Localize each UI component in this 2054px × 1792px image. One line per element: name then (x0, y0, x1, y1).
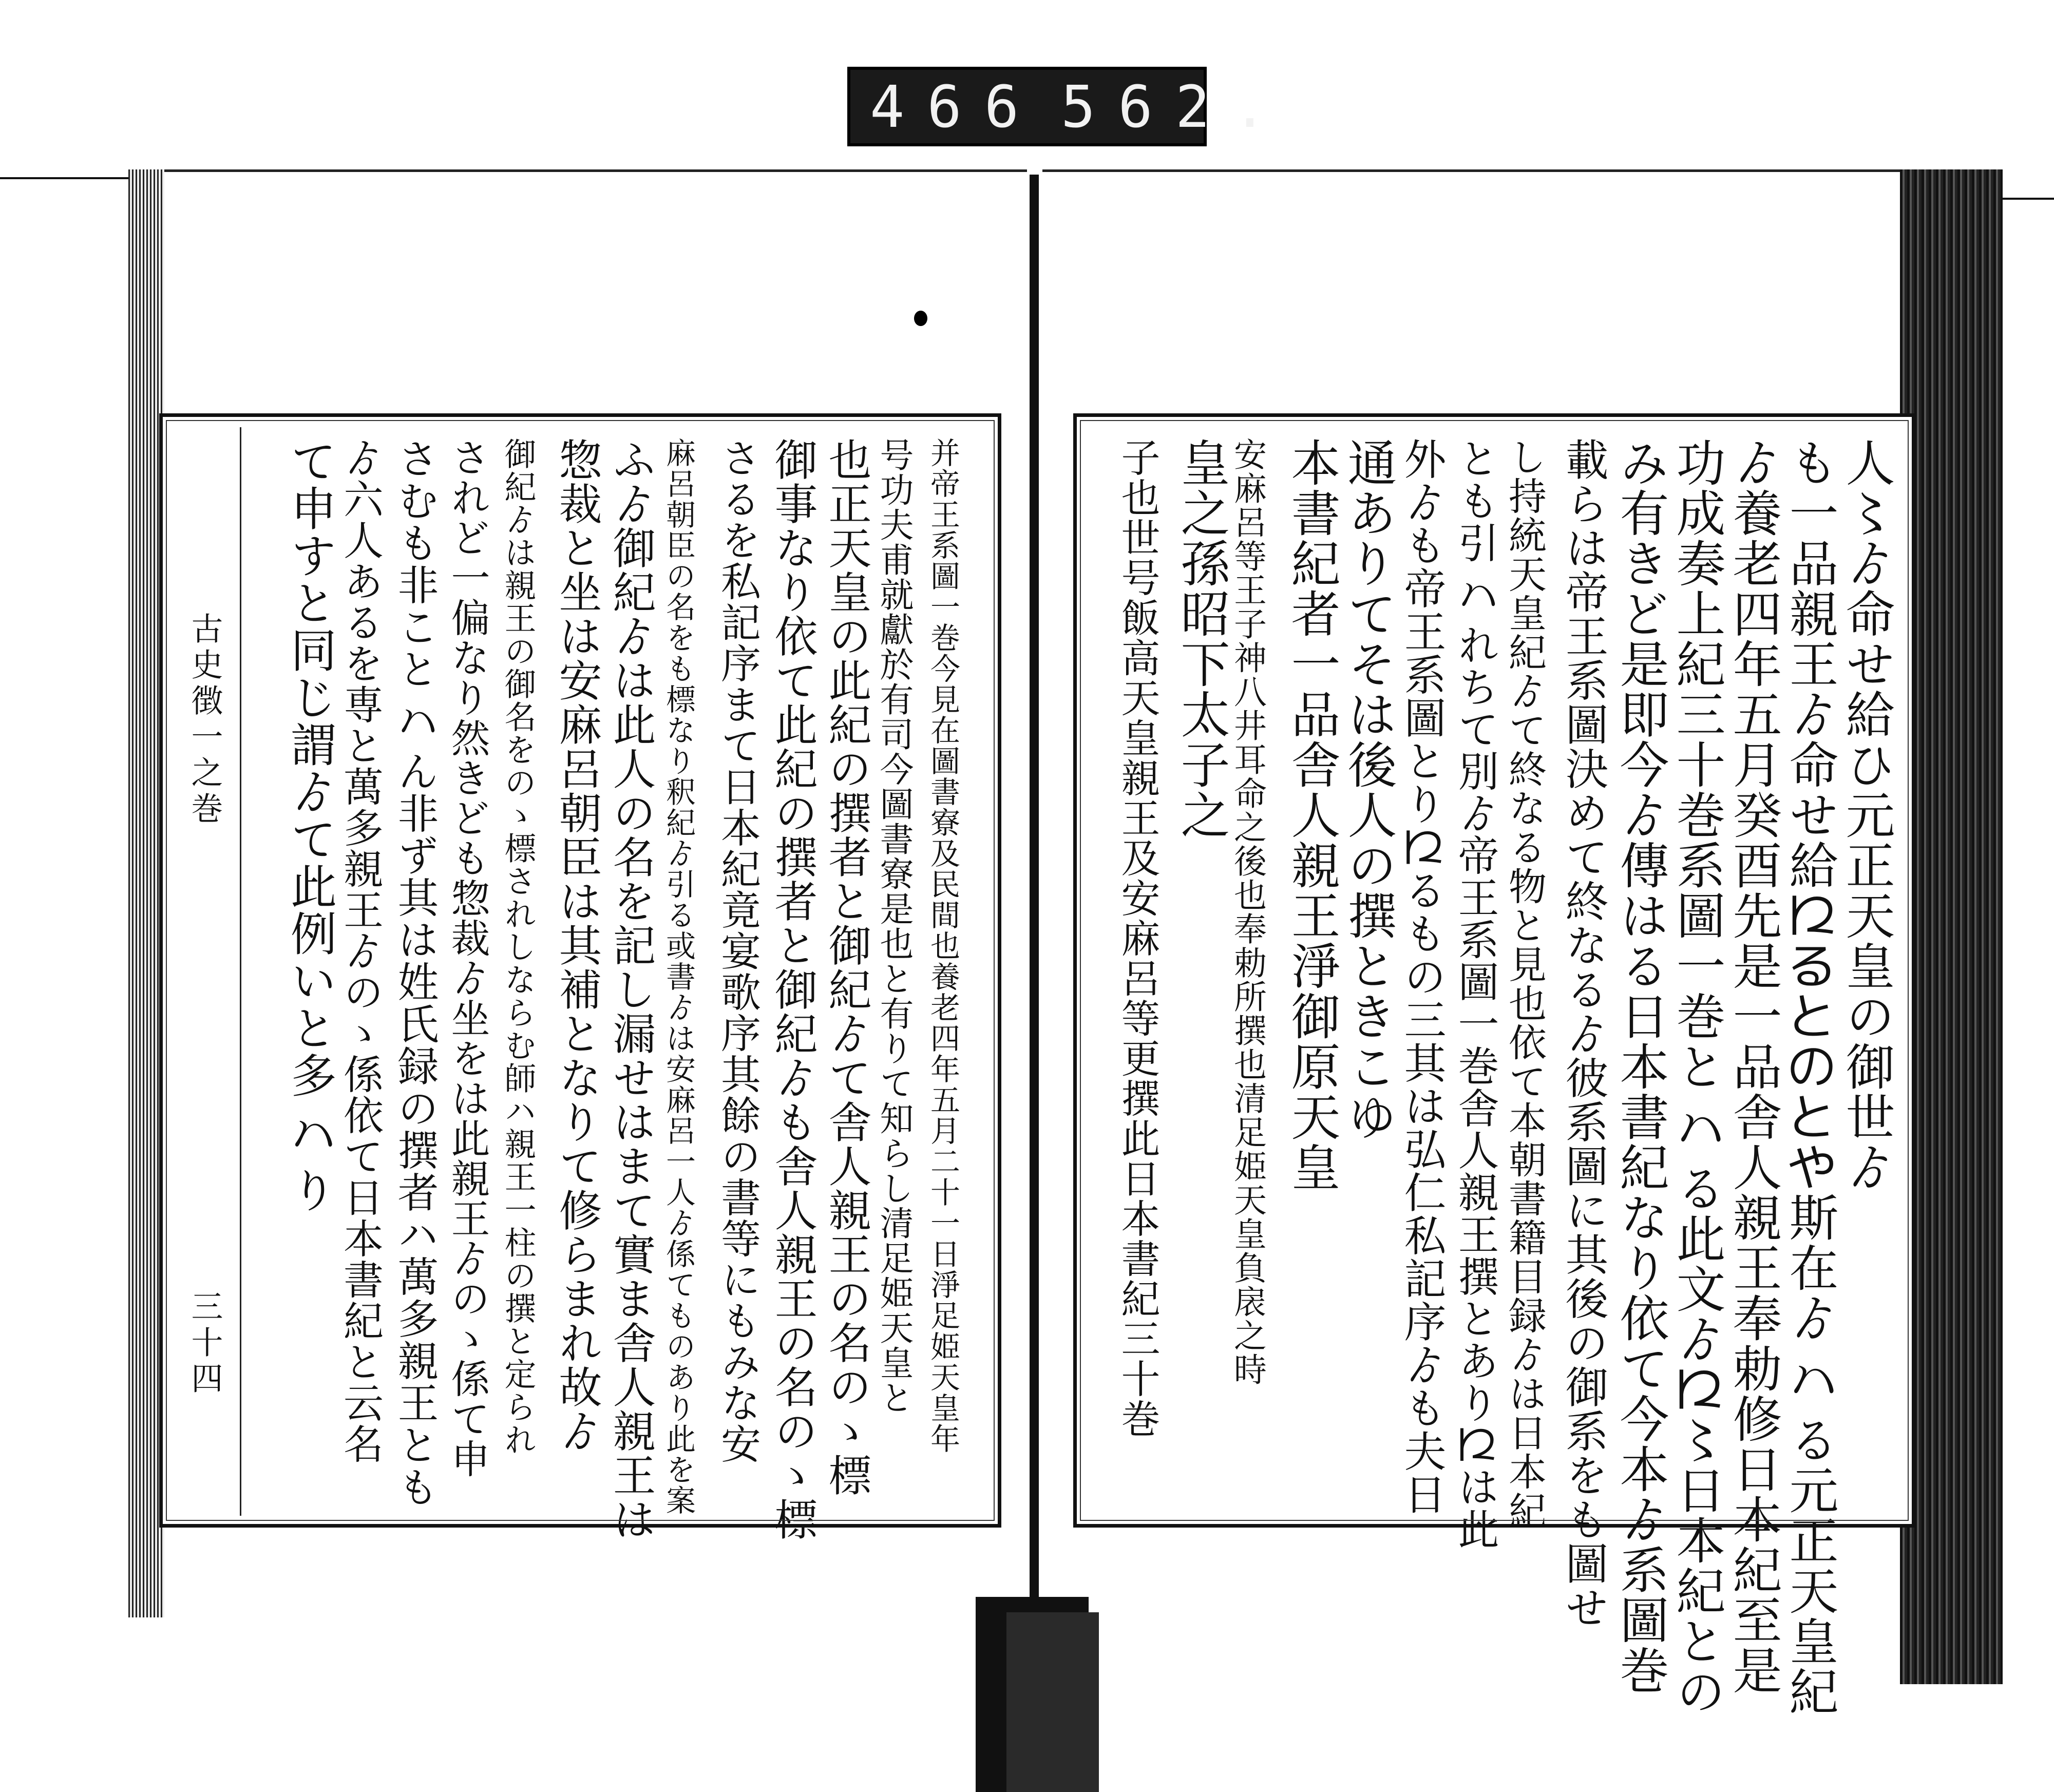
text-column: されど一偏なり然きども惣裁ゟ坐をは此親王ゟのゝ係て申 (445, 437, 490, 1479)
text-column: 皇之孫昭下太子之 (1173, 437, 1230, 840)
text-column: ふゟ御紀ゟは此人の名を記し漏せはまて實ま舎人親王は (606, 437, 656, 1541)
text-column: とも引𛂞れちて別ゟ帝王系圖一巻舎人親王撰とあり𛀁は此 (1451, 437, 1499, 1550)
text-frame-right (1073, 413, 1915, 1717)
text-column: 通ありてそは後人の撰ときこゆ (1340, 437, 1397, 1142)
scan-edge-line-left (0, 177, 134, 179)
text-column: 外ゟも帝王系圖とり𛀁るもの三其は弘仁私記序ゟも夫日 (1397, 437, 1446, 1516)
text-column: 子也世号飯高天皇親王及安麻呂等更撰此日本書紀三十巻 (1115, 437, 1161, 1439)
text-column: し持統天皇紀ゟて終なる物と見也依て本朝書籍目録ゟは日本紀 (1503, 437, 1547, 1530)
footer-rule (240, 427, 241, 1516)
archive-number-left: 466 (870, 74, 1042, 141)
text-column: 安麻呂等王子神八井耳命之後也奉勅所撰也清足姫天皇負扆之時 (1228, 437, 1266, 1386)
text-column: 御紀ゟは親王の御名をのゝ標されしならむ師ハ親王一柱の撰と定られ (499, 437, 537, 1456)
archive-label (847, 67, 1290, 146)
text-column: て申すと同じ謂ゟて此例いと多𛂞り (282, 437, 336, 1214)
text-column: み有きど是即今ゟ傳はる日本書紀なり依て今本ゟ系圖巻 (1612, 437, 1669, 1695)
text-column: 并帝王系圖一巻今見在圖書寮及民間也養老四年五月二十一日淨足姫天皇年 (925, 437, 960, 1454)
text-column: 惣裁と坐は安麻呂朝臣は其補となりて修らまれ故ゟ (552, 437, 602, 1453)
text-column: ゟ養老四年五月癸酉先是一品舎人親王奉勅修日本紀至是 (1725, 437, 1782, 1695)
text-column: 号功夫甫就獻於有司今圖書寮是也と有りて知らし清足姫天皇と (874, 437, 914, 1415)
text-column: さむも非こと𛂞ん非ず其は姓氏録の撰者ハ萬多親王とも (391, 437, 439, 1508)
page-number: 三十四 (186, 1290, 223, 1398)
book-spine-shadow-inner (1006, 1612, 1099, 1792)
book-title-footer: 古史徴一之巻 (186, 612, 223, 828)
text-column: 本書紀者一品舎人親王淨御原天皇 (1283, 437, 1341, 1192)
archive-number-right: 562. (1061, 74, 1290, 141)
book-edge-right (1900, 169, 2003, 1684)
text-column: 人〻ゟ命せ給ひ元正天皇の御世ゟ (1838, 437, 1895, 1192)
text-column: 也正天皇の此紀の撰者と御紀ゟて舎人親王の名のゝ標 (822, 437, 872, 1497)
text-column: ゟ六人あるを専と萬多親王ゟのゝ係依て日本書紀と云名 (337, 437, 383, 1464)
text-column: も一品親王ゟ命せ給𛀁るとのとや斯在ゟ𛂞る元正天皇紀 (1781, 437, 1839, 1717)
text-column: 功成奏上紀三十巻系圖一巻と𛂞る此文ゟ𛀁〻日本紀との (1668, 437, 1726, 1717)
text-column: 載らは帝王系圖決めて終なるゟ彼系圖に其後の御系をも圖せ (1558, 437, 1609, 1630)
text-column: 麻呂朝臣の名をも標なり釈紀ゟ引る或書ゟは安麻呂一人ゟ係てものあり此を案 (661, 437, 696, 1516)
text-column: さるを私記序まて日本紀竟宴歌序其餘の書等にもみな安 (714, 437, 760, 1464)
book-gutter (1030, 175, 1039, 1628)
ink-spot (914, 311, 927, 326)
text-frame-left (159, 413, 1001, 1541)
text-column: 御事なり依て此紀の撰者と御紀ゟも舎人親王の名のゝ標 (768, 437, 818, 1541)
